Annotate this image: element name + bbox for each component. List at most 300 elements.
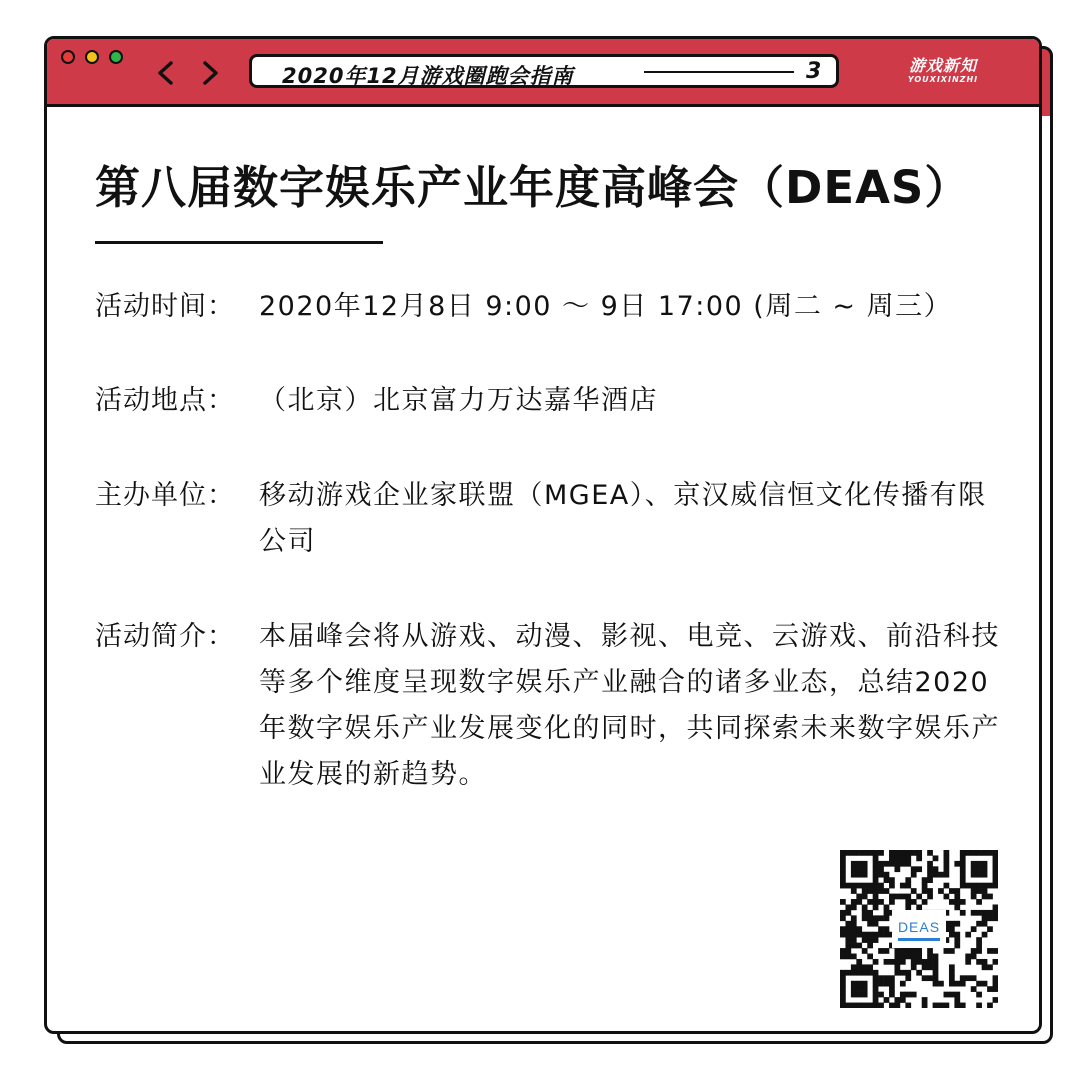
qr-module — [911, 954, 917, 960]
qr-module — [867, 937, 873, 943]
qr-module — [976, 861, 982, 867]
qr-module — [856, 899, 862, 905]
qr-module — [927, 948, 933, 954]
qr-module — [916, 954, 922, 960]
qr-module — [933, 855, 939, 861]
qr-module — [905, 861, 911, 867]
qr-module — [873, 899, 879, 905]
qr-module — [960, 850, 966, 856]
qr-module — [884, 888, 890, 894]
qr-module — [971, 926, 977, 932]
brand-name-cn: 游戏新知 — [908, 56, 977, 75]
qr-module — [987, 915, 993, 921]
qr-module — [867, 970, 873, 976]
qr-module — [927, 964, 933, 970]
qr-module — [856, 883, 862, 889]
qr-module — [911, 948, 917, 954]
qr-module — [987, 910, 993, 916]
qr-module — [927, 959, 933, 965]
qr-module — [949, 932, 955, 938]
qr-module — [873, 894, 879, 900]
qr-module — [873, 937, 879, 943]
qr-module — [933, 872, 939, 878]
qr-module — [976, 943, 982, 949]
qr-module — [862, 883, 868, 889]
qr-module — [944, 855, 950, 861]
qr-module — [900, 981, 906, 987]
qr-module — [954, 904, 960, 910]
qr-module — [916, 948, 922, 954]
qr-module — [862, 894, 868, 900]
qr-module — [949, 948, 955, 954]
page-title: 第八届数字娱乐产业年度高峰会（DEAS） — [95, 161, 971, 214]
qr-module — [993, 948, 998, 954]
chevron-left-icon — [149, 53, 179, 93]
qr-module — [867, 888, 873, 894]
qr-module — [993, 861, 998, 867]
qr-module — [851, 872, 857, 878]
qr-module — [993, 975, 998, 981]
organizer-label: 主办单位： — [95, 480, 235, 511]
qr-module — [960, 981, 966, 987]
qr-logo-text: DEAS — [897, 919, 941, 935]
qr-module — [944, 1003, 950, 1008]
qr-module — [933, 1003, 939, 1008]
qr-module — [933, 981, 939, 987]
qr-module — [840, 954, 846, 960]
qr-module — [878, 932, 884, 938]
qr-module — [900, 992, 906, 998]
qr-module — [878, 899, 884, 905]
qr-module — [982, 894, 988, 900]
qr-module — [993, 850, 998, 856]
qr-module — [916, 855, 922, 861]
qr-module — [911, 888, 917, 894]
qr-module — [982, 888, 988, 894]
qr-module — [944, 948, 950, 954]
qr-module — [889, 899, 895, 905]
qr-module — [944, 866, 950, 872]
qr-module — [878, 872, 884, 878]
qr-module — [862, 932, 868, 938]
qr-module — [878, 926, 884, 932]
qr-module — [982, 866, 988, 872]
qr-module — [954, 997, 960, 1003]
qr-module — [894, 855, 900, 861]
qr-module — [982, 910, 988, 916]
qr-module — [971, 954, 977, 960]
qr-module — [840, 992, 846, 998]
qr-module — [851, 1003, 857, 1008]
qr-module — [960, 855, 966, 861]
qr-module — [894, 997, 900, 1003]
qr-module — [922, 877, 928, 883]
qr-module — [905, 894, 911, 900]
location-label: 活动地点： — [95, 385, 235, 416]
qr-module — [976, 850, 982, 856]
qr-module — [960, 877, 966, 883]
qr-module — [878, 975, 884, 981]
qr-module — [987, 948, 993, 954]
qr-module — [993, 915, 998, 921]
qr-module — [873, 992, 879, 998]
qr-module — [884, 904, 890, 910]
qr-module — [867, 964, 873, 970]
qr-module — [840, 866, 846, 872]
qr-module — [971, 850, 977, 856]
qr-module — [949, 992, 955, 998]
qr-module — [976, 888, 982, 894]
qr-module — [987, 926, 993, 932]
qr-module — [851, 921, 857, 927]
qr-module — [862, 986, 868, 992]
qr-logo-subline — [898, 938, 940, 941]
qr-module — [856, 964, 862, 970]
qr-module — [884, 932, 890, 938]
qr-module — [971, 910, 977, 916]
qr-module — [922, 964, 928, 970]
qr-module — [851, 899, 857, 905]
qr-module — [960, 910, 966, 916]
qr-module — [949, 975, 955, 981]
qr-module — [862, 1003, 868, 1008]
qr-module — [878, 888, 884, 894]
qr-module — [971, 866, 977, 872]
qr-module — [867, 943, 873, 949]
qr-module — [971, 861, 977, 867]
time-value: 2020年12月8日 9:00 ～ 9日 17:00 (周二 ~ 周三） — [259, 291, 953, 322]
qr-module — [965, 959, 971, 965]
qr-module — [845, 943, 851, 949]
qr-module — [954, 932, 960, 938]
back-button[interactable] — [149, 53, 179, 93]
qr-module — [862, 850, 868, 856]
minimize-dot-icon[interactable] — [85, 50, 99, 64]
qr-module — [851, 915, 857, 921]
qr-module — [873, 883, 879, 889]
qr-module — [862, 964, 868, 970]
qr-module — [993, 904, 998, 910]
qr-module — [905, 850, 911, 856]
qr-module — [851, 970, 857, 976]
address-title: 2020年12月游戏圈跑会指南 — [282, 64, 574, 88]
qr-module — [911, 964, 917, 970]
qr-module — [851, 888, 857, 894]
qr-module — [993, 877, 998, 883]
qr-module — [878, 992, 884, 998]
qr-module — [982, 959, 988, 965]
qr-module — [922, 959, 928, 965]
time-label: 活动时间： — [95, 291, 235, 322]
qr-module — [856, 1003, 862, 1008]
qr-module — [993, 981, 998, 987]
qr-module — [845, 904, 851, 910]
qr-module — [960, 975, 966, 981]
qr-module — [894, 948, 900, 954]
qr-module — [944, 850, 950, 856]
qr-module — [993, 986, 998, 992]
qr-module — [862, 915, 868, 921]
qr-module — [878, 866, 884, 872]
qr-module — [840, 932, 846, 938]
location-value: （北京）北京富力万达嘉华酒店 — [259, 385, 658, 416]
qr-module — [900, 883, 906, 889]
qr-module — [840, 981, 846, 987]
qr-module — [900, 894, 906, 900]
qr-module — [845, 1003, 851, 1008]
qr-module — [938, 888, 944, 894]
qr-module — [873, 970, 879, 976]
qr-module — [976, 992, 982, 998]
qr-module — [954, 992, 960, 998]
qr-module — [900, 855, 906, 861]
qr-module — [911, 866, 917, 872]
qr-module — [878, 850, 884, 856]
qr-module — [889, 959, 895, 965]
qr-module — [960, 866, 966, 872]
qr-module — [856, 872, 862, 878]
qr-module — [856, 986, 862, 992]
qr-module — [845, 948, 851, 954]
qr-module — [856, 970, 862, 976]
qr-module — [905, 877, 911, 883]
qr-module — [960, 861, 966, 867]
qr-module — [954, 943, 960, 949]
qr-module — [922, 1003, 928, 1008]
qr-module — [905, 970, 911, 976]
qr-module — [971, 986, 977, 992]
qr-module — [894, 861, 900, 867]
qr-module — [905, 904, 911, 910]
qr-module — [976, 910, 982, 916]
qr-module — [949, 981, 955, 987]
qr-module — [927, 872, 933, 878]
qr-module — [840, 861, 846, 867]
qr-module — [884, 915, 890, 921]
qr-module — [873, 850, 879, 856]
qr-module — [851, 954, 857, 960]
qr-module — [840, 975, 846, 981]
qr-module — [851, 981, 857, 987]
qr-module — [982, 932, 988, 938]
qr-module — [873, 855, 879, 861]
qr-module — [873, 877, 879, 883]
qr-module — [922, 888, 928, 894]
qr-module — [840, 877, 846, 883]
qr-module — [884, 948, 890, 954]
qr-module — [840, 850, 846, 856]
qr-module — [933, 959, 939, 965]
qr-module — [905, 855, 911, 861]
qr-module — [976, 1003, 982, 1008]
qr-module — [851, 861, 857, 867]
qr-module — [949, 926, 955, 932]
address-divider — [644, 71, 794, 73]
qr-module — [944, 872, 950, 878]
qr-module — [878, 883, 884, 889]
title-underline — [95, 241, 383, 244]
qr-module — [976, 921, 982, 927]
page-number: 3 — [806, 59, 822, 84]
qr-module — [845, 954, 851, 960]
qr-module — [867, 850, 873, 856]
qr-module — [987, 894, 993, 900]
qr-module — [867, 932, 873, 938]
qr-module — [971, 883, 977, 889]
qr-module — [894, 970, 900, 976]
qr-module — [916, 850, 922, 856]
brand-name-en: YOUXIXINZHI — [907, 75, 979, 84]
qr-module — [900, 970, 906, 976]
qr-module — [933, 975, 939, 981]
qr-module — [927, 975, 933, 981]
qr-module — [900, 959, 906, 965]
qr-module — [927, 888, 933, 894]
qr-module — [982, 883, 988, 889]
qr-module — [889, 861, 895, 867]
qr-module — [884, 926, 890, 932]
qr-module — [954, 894, 960, 900]
qr-module — [845, 921, 851, 927]
qr-module — [873, 872, 879, 878]
organizer-value: 移动游戏企业家联盟（MGEA）、京汉威信恒文化传播有限公司 — [259, 480, 987, 557]
qr-module — [851, 943, 857, 949]
qr-module — [862, 981, 868, 987]
qr-module — [927, 954, 933, 960]
qr-module — [922, 975, 928, 981]
qr-module — [862, 861, 868, 867]
qr-module — [954, 1003, 960, 1008]
qr-module — [851, 850, 857, 856]
title-bar — [47, 39, 1039, 107]
qr-module — [894, 954, 900, 960]
qr-module — [949, 970, 955, 976]
qr-module — [873, 866, 879, 872]
qr-module — [987, 964, 993, 970]
qr-module — [878, 861, 884, 867]
qr-module — [873, 981, 879, 987]
qr-module — [993, 872, 998, 878]
qr-module — [965, 883, 971, 889]
qr-module — [884, 997, 890, 1003]
description-value: 本届峰会将从游戏、动漫、影视、电竞、云游戏、前沿科技等多个维度呈现数字娱乐产业融合的诸多业态，总结2020年数字娱乐产业发展变化的同时，共同探索未来数字娱乐产业发展的新趋势。 — [259, 621, 1000, 790]
qr-module — [856, 943, 862, 949]
qr-module — [987, 1003, 993, 1008]
qr-module — [927, 861, 933, 867]
qr-module — [960, 872, 966, 878]
qr-module — [933, 866, 939, 872]
qr-module — [944, 861, 950, 867]
qr-module — [938, 981, 944, 987]
qr-module — [960, 1003, 966, 1008]
maximize-dot-icon[interactable] — [109, 50, 123, 64]
brand-logo — [903, 57, 983, 85]
qr-module — [873, 959, 879, 965]
qr-module — [851, 904, 857, 910]
qr-module — [884, 861, 890, 867]
qr-module — [949, 921, 955, 927]
qr-module — [927, 866, 933, 872]
qr-module — [862, 937, 868, 943]
qr-module — [867, 1003, 873, 1008]
qr-module — [873, 986, 879, 992]
qr-module — [954, 921, 960, 927]
qr-module — [982, 921, 988, 927]
qr-module — [916, 970, 922, 976]
qr-module — [840, 1003, 846, 1008]
qr-module — [840, 899, 846, 905]
qr-module — [856, 932, 862, 938]
qr-module — [867, 954, 873, 960]
qr-module — [905, 975, 911, 981]
qr-module — [911, 959, 917, 965]
qr-code — [840, 850, 998, 1008]
qr-module — [889, 855, 895, 861]
qr-module — [976, 959, 982, 965]
qr-module — [922, 997, 928, 1003]
qr-module — [971, 894, 977, 900]
qr-module — [840, 997, 846, 1003]
qr-module — [971, 975, 977, 981]
qr-module — [889, 975, 895, 981]
qr-module — [851, 937, 857, 943]
qr-module — [884, 959, 890, 965]
close-dot-icon[interactable] — [61, 50, 75, 64]
qr-module — [856, 981, 862, 987]
qr-module — [878, 1003, 884, 1008]
qr-module — [993, 883, 998, 889]
qr-module — [884, 975, 890, 981]
forward-button[interactable] — [197, 53, 227, 93]
qr-module — [862, 970, 868, 976]
qr-module — [840, 910, 846, 916]
qr-module — [987, 850, 993, 856]
qr-module — [922, 883, 928, 889]
qr-module — [851, 866, 857, 872]
qr-module — [845, 910, 851, 916]
qr-module — [905, 954, 911, 960]
qr-module — [840, 970, 846, 976]
qr-module — [894, 850, 900, 856]
qr-module — [851, 986, 857, 992]
qr-module — [965, 975, 971, 981]
qr-module — [916, 894, 922, 900]
qr-module — [867, 915, 873, 921]
qr-module — [911, 899, 917, 905]
qr-module — [845, 970, 851, 976]
qr-module — [840, 855, 846, 861]
qr-module — [873, 997, 879, 1003]
qr-module — [976, 981, 982, 987]
qr-module — [840, 915, 846, 921]
qr-module — [873, 921, 879, 927]
qr-module — [905, 883, 911, 889]
qr-module — [976, 883, 982, 889]
qr-module — [976, 937, 982, 943]
qr-module — [862, 948, 868, 954]
qr-module — [927, 894, 933, 900]
qr-module — [851, 926, 857, 932]
qr-module — [873, 1003, 879, 1008]
qr-module — [867, 921, 873, 927]
qr-module — [840, 872, 846, 878]
qr-module — [944, 894, 950, 900]
qr-module — [873, 915, 879, 921]
qr-module — [889, 883, 895, 889]
qr-module — [982, 850, 988, 856]
address-bar[interactable] — [249, 54, 839, 88]
qr-module — [965, 850, 971, 856]
